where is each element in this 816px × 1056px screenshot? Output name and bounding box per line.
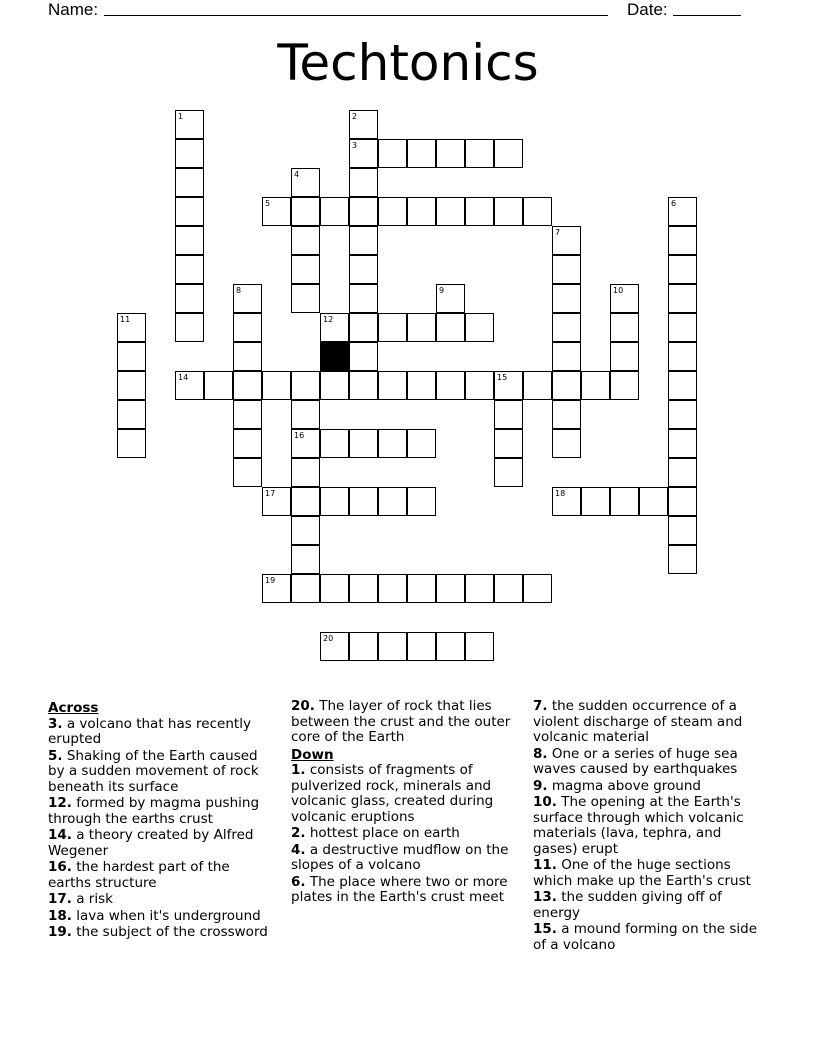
grid-cell[interactable] [581,487,610,516]
clue-number: 8 [236,286,242,295]
clue-down-8: 8. One or a series of huge sea waves caused by earthquakes [533,745,738,777]
grid-cell[interactable] [349,284,378,313]
grid-cell[interactable] [668,487,697,516]
clue-number: 4 [294,170,300,179]
grid-cell[interactable] [552,429,581,458]
grid-cell[interactable] [175,371,204,400]
grid-cell[interactable] [494,371,523,400]
grid-cell[interactable] [465,197,494,226]
grid-cell[interactable] [639,487,668,516]
grid-cell[interactable] [378,371,407,400]
grid-cell[interactable] [320,197,349,226]
grid-cell[interactable] [552,487,581,516]
clue-number: 3 [352,141,358,150]
clue-down-4: 4. a destructive mudflow on the slopes of a volcano [291,841,509,873]
grid-cell[interactable] [378,139,407,168]
grid-cell[interactable] [436,284,465,313]
grid-cell[interactable] [320,574,349,603]
grid-cell[interactable] [407,197,436,226]
grid-cell[interactable] [175,255,204,284]
grid-cell[interactable] [407,487,436,516]
grid-cell[interactable] [233,458,262,487]
grid-cell[interactable] [668,429,697,458]
grid-cell[interactable] [233,371,262,400]
grid-cell[interactable] [668,226,697,255]
grid-cell[interactable] [349,197,378,226]
grid-cell[interactable] [668,284,697,313]
clue-number: 18 [555,489,566,498]
grid-cell[interactable] [320,371,349,400]
grid-cell[interactable] [668,400,697,429]
grid-cell[interactable] [378,197,407,226]
grid-cell[interactable] [465,313,494,342]
grid-cell[interactable] [436,197,465,226]
grid-cell[interactable] [175,139,204,168]
grid-cell[interactable] [117,429,146,458]
clue-across-17: 17. a risk [48,891,113,907]
grid-cell[interactable] [407,429,436,458]
grid-cell[interactable] [291,226,320,255]
grid-block-cell [320,342,349,371]
down-heading: Down [291,746,334,763]
clue-number: 12 [323,315,334,324]
clue-number: 1 [178,112,184,121]
grid-cell[interactable] [262,487,291,516]
clue-number: 15 [497,373,508,382]
grid-cell[interactable] [320,487,349,516]
grid-cell[interactable] [668,255,697,284]
grid-cell[interactable] [552,371,581,400]
grid-cell[interactable] [291,371,320,400]
clue-down-7: 7. the sudden occurrence of a violent discharge of steam and volcanic material [533,698,743,745]
grid-cell[interactable] [668,197,697,226]
grid-cell[interactable] [523,574,552,603]
grid-cell[interactable] [378,632,407,661]
grid-cell[interactable] [320,429,349,458]
grid-cell[interactable] [349,429,378,458]
grid-cell[interactable] [291,400,320,429]
grid-cell[interactable] [262,197,291,226]
grid-cell[interactable] [291,545,320,574]
clue-number: 6 [671,199,677,208]
grid-cell[interactable] [668,516,697,545]
grid-cell[interactable] [494,458,523,487]
grid-cell[interactable] [204,371,233,400]
grid-cell[interactable] [117,371,146,400]
grid-cell[interactable] [349,371,378,400]
grid-cell[interactable] [552,342,581,371]
grid-cell[interactable] [320,632,349,661]
clue-across-18: 18. lava when it's underground [48,907,261,924]
grid-cell[interactable] [407,139,436,168]
grid-cell[interactable] [494,574,523,603]
grid-cell[interactable] [291,487,320,516]
grid-cell[interactable] [407,574,436,603]
page-title: Techtonics [277,34,539,92]
clue-across-19: 19. the subject of the crossword [48,924,268,940]
clue-down-10: 10. The opening at the Earth's surface through which volcanic materials (lava, tephra, and gases) erupt [533,794,744,857]
grid-cell[interactable] [175,197,204,226]
grid-cell[interactable] [291,168,320,197]
clue-number: 16 [294,431,305,440]
grid-cell[interactable] [494,197,523,226]
grid-cell[interactable] [436,574,465,603]
clue-number: 11 [120,315,131,324]
grid-cell[interactable] [668,545,697,574]
grid-cell[interactable] [175,110,204,139]
grid-cell[interactable] [407,371,436,400]
grid-cell[interactable] [378,429,407,458]
grid-cell[interactable] [349,168,378,197]
grid-cell[interactable] [233,400,262,429]
clue-down-1: 1. consists of fragments of pulverized rock, minerals and volcanic glass, created during volcanic eruptions [291,762,494,825]
grid-cell[interactable] [378,574,407,603]
grid-cell[interactable] [349,255,378,284]
clue-number: 9 [439,286,445,295]
grid-cell[interactable] [436,139,465,168]
grid-cell[interactable] [117,342,146,371]
grid-cell[interactable] [523,371,552,400]
grid-cell[interactable] [349,226,378,255]
grid-cell[interactable] [552,226,581,255]
clue-number: 2 [352,112,358,121]
grid-cell[interactable] [233,342,262,371]
grid-cell[interactable] [378,487,407,516]
clue-number: 14 [178,373,189,382]
grid-cell[interactable] [552,313,581,342]
clue-column-3 [533,699,765,954]
clue-column-1 [48,699,276,942]
across-heading: Across [48,700,99,716]
grid-cell[interactable] [349,487,378,516]
grid-cell[interactable] [668,342,697,371]
grid-cell[interactable] [291,197,320,226]
grid-cell[interactable] [349,632,378,661]
grid-cell[interactable] [349,574,378,603]
grid-cell[interactable] [291,458,320,487]
grid-cell[interactable] [610,284,639,313]
grid-cell[interactable] [291,574,320,603]
grid-cell[interactable] [349,313,378,342]
grid-cell[interactable] [291,284,320,313]
grid-cell[interactable] [668,313,697,342]
grid-cell[interactable] [465,574,494,603]
name-label: Name: [48,0,99,19]
grid-cell[interactable] [233,313,262,342]
grid-cell[interactable] [349,139,378,168]
date-label: Date: [627,0,668,19]
grid-cell[interactable] [610,371,639,400]
grid-cell[interactable] [349,110,378,139]
grid-cell[interactable] [436,371,465,400]
grid-cell[interactable] [581,371,610,400]
clue-down-2: 2. hottest place on earth [291,825,460,841]
clue-across-3: 3. a volcano that has recently erupted [48,715,251,747]
grid-cell[interactable] [494,139,523,168]
grid-cell[interactable] [378,313,407,342]
grid-cell[interactable] [291,255,320,284]
clue-down-15: 15. a mound forming on the side of a volcano [533,921,758,953]
grid-cell[interactable] [552,400,581,429]
clue-number: 20 [323,634,334,643]
clue-down-13: 13. the sudden giving off of energy [533,889,722,921]
clue-column-2 [291,699,519,907]
grid-cell[interactable] [610,313,639,342]
clue-number: 7 [555,228,561,237]
grid-cell[interactable] [494,429,523,458]
grid-cell[interactable] [262,574,291,603]
clue-number: 5 [265,199,271,208]
grid-cell[interactable] [465,632,494,661]
grid-cell[interactable] [407,632,436,661]
grid-cell[interactable] [494,400,523,429]
grid-cell[interactable] [291,429,320,458]
grid-cell[interactable] [175,313,204,342]
clue-number: 19 [265,576,276,585]
grid-cell[interactable] [175,284,204,313]
grid-cell[interactable] [233,284,262,313]
grid-cell[interactable] [610,487,639,516]
clue-down-6: 6. The place where two or more plates in the Earth's crust meet [291,873,508,905]
clue-number: 17 [265,489,276,498]
grid-cell[interactable] [668,371,697,400]
grid-cell[interactable] [523,197,552,226]
grid-cell[interactable] [436,632,465,661]
clue-across-20: 20. The layer of rock that lies between the crust and the outer core of the Earth [291,698,511,745]
clue-across-5: 5. Shaking of the Earth caused by a sudden movement of rock beneath its surface [48,747,259,795]
grid-cell[interactable] [407,313,436,342]
grid-cell[interactable] [610,342,639,371]
clue-down-11: 11. One of the huge sections which make up the Earth's crust [533,857,751,889]
grid-cell[interactable] [349,342,378,371]
grid-cell[interactable] [552,284,581,313]
grid-cell[interactable] [552,255,581,284]
clue-across-12: 12. formed by magma pushing through the earths crust [48,795,260,827]
grid-cell[interactable] [320,313,349,342]
clue-number: 10 [613,286,624,295]
clue-down-9: 9. magma above ground [533,777,701,794]
grid-cell[interactable] [291,516,320,545]
grid-cell[interactable] [668,458,697,487]
grid-cell[interactable] [436,313,465,342]
grid-cell[interactable] [175,168,204,197]
clue-across-14: 14. a theory created by Alfred Wegener [48,827,254,859]
grid-cell[interactable] [175,226,204,255]
grid-cell[interactable] [465,139,494,168]
clue-across-16: 16. the hardest part of the earths structure [48,859,230,891]
grid-cell[interactable] [233,429,262,458]
grid-cell[interactable] [117,313,146,342]
grid-cell[interactable] [117,400,146,429]
grid-cell[interactable] [465,371,494,400]
grid-cell[interactable] [262,371,291,400]
